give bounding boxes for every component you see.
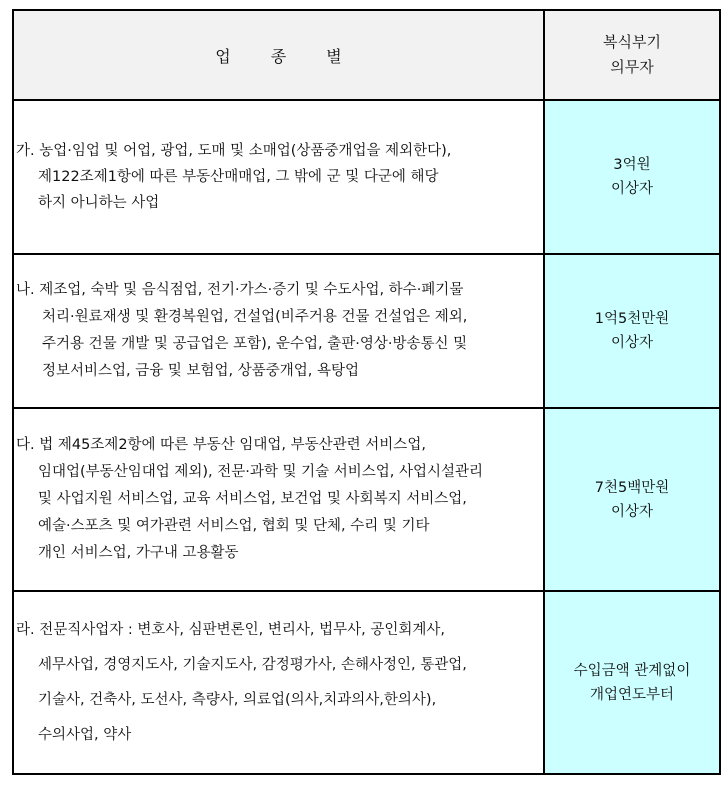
threshold-amount: 3억원 <box>613 157 651 173</box>
table-row <box>13 100 720 254</box>
table-row <box>13 408 720 591</box>
industry-line: 정보서비스업, 금융 및 보험업, 상품중개업, 욕탕업 <box>42 363 360 379</box>
threshold-amount: 1억5천만원 <box>594 311 670 327</box>
industry-line: 라. 전문직사업자 : 변호사, 심판변론인, 변리사, 법무사, 공인회계사, <box>16 621 445 638</box>
industry-header-char: 종 <box>270 46 287 66</box>
industry-cell <box>13 100 544 254</box>
industry-line: 기술사, 건축사, 도선사, 측량사, 의료업(의사,치과의사,한의사), <box>38 691 437 708</box>
header-row <box>13 10 720 100</box>
industry-line: 가. 농업·임업 및 어업, 광업, 도매 및 소매업(상품중개업을 제외한다), <box>16 143 452 159</box>
threshold-suffix: 이상자 <box>610 181 654 197</box>
industry-line: 하지 아니하는 사업 <box>38 195 160 211</box>
threshold-cell <box>544 591 720 774</box>
industry-line: 주거용 건물 개발 및 공급업은 포함), 운수업, 출판·영상·방송통신 및 <box>42 336 468 352</box>
industry-line: 예술·스포츠 및 여가관련 서비스업, 협회 및 단체, 수리 및 기타 <box>38 518 430 534</box>
industry-line: 처리·원료재생 및 환경복원업, 건설업(비주거용 건물 건설업은 제외, <box>42 309 468 325</box>
industry-line: 제122조제1항에 따른 부동산매매업, 그 밖에 군 및 다군에 해당 <box>38 169 439 185</box>
industry-line: 임대업(부동산임대업 제외), 전문·과학 및 기술 서비스업, 사업시설관리 <box>38 464 483 480</box>
threshold-cell <box>544 100 720 254</box>
industry-header <box>13 10 544 100</box>
duty-header-line1: 복식부기 <box>603 33 661 51</box>
table-row <box>13 591 720 774</box>
threshold-cell <box>544 254 720 408</box>
table-row <box>13 254 720 408</box>
industry-line: 세무사업, 경영지도사, 기술지도사, 감정평가사, 손해사정인, 통관업, <box>38 656 467 673</box>
duty-header-line2: 의무자 <box>610 58 654 76</box>
industry-line: 및 사업지원 서비스업, 교육 서비스업, 보건업 및 사회복지 서비스업, <box>38 491 467 507</box>
industry-line: 수의사업, 약사 <box>38 726 132 743</box>
industry-cell <box>13 254 544 408</box>
industry-line: 개인 서비스업, 가구내 고용활동 <box>38 545 239 561</box>
threshold-amount: 7천5백만원 <box>594 479 670 496</box>
duty-header <box>544 10 720 100</box>
industry-cell <box>13 591 544 774</box>
threshold-suffix: 이상자 <box>610 503 654 520</box>
threshold-amount: 수입금액 관계없이 <box>573 662 691 679</box>
threshold-cell <box>544 408 720 591</box>
industry-header-char: 업 <box>215 46 231 66</box>
industry-line: 나. 제조업, 숙박 및 음식점업, 전기·가스·증기 및 수도사업, 하수·폐기물 <box>16 282 464 298</box>
industry-line: 다. 법 제45조제2항에 따른 부동산 임대업, 부동산관련 서비스업, <box>16 437 426 453</box>
industry-header-char: 별 <box>326 46 342 66</box>
bookkeeping-duty-table <box>12 9 721 775</box>
threshold-suffix: 개업연도부터 <box>589 686 675 703</box>
threshold-suffix: 이상자 <box>610 335 654 351</box>
industry-cell <box>13 408 544 591</box>
